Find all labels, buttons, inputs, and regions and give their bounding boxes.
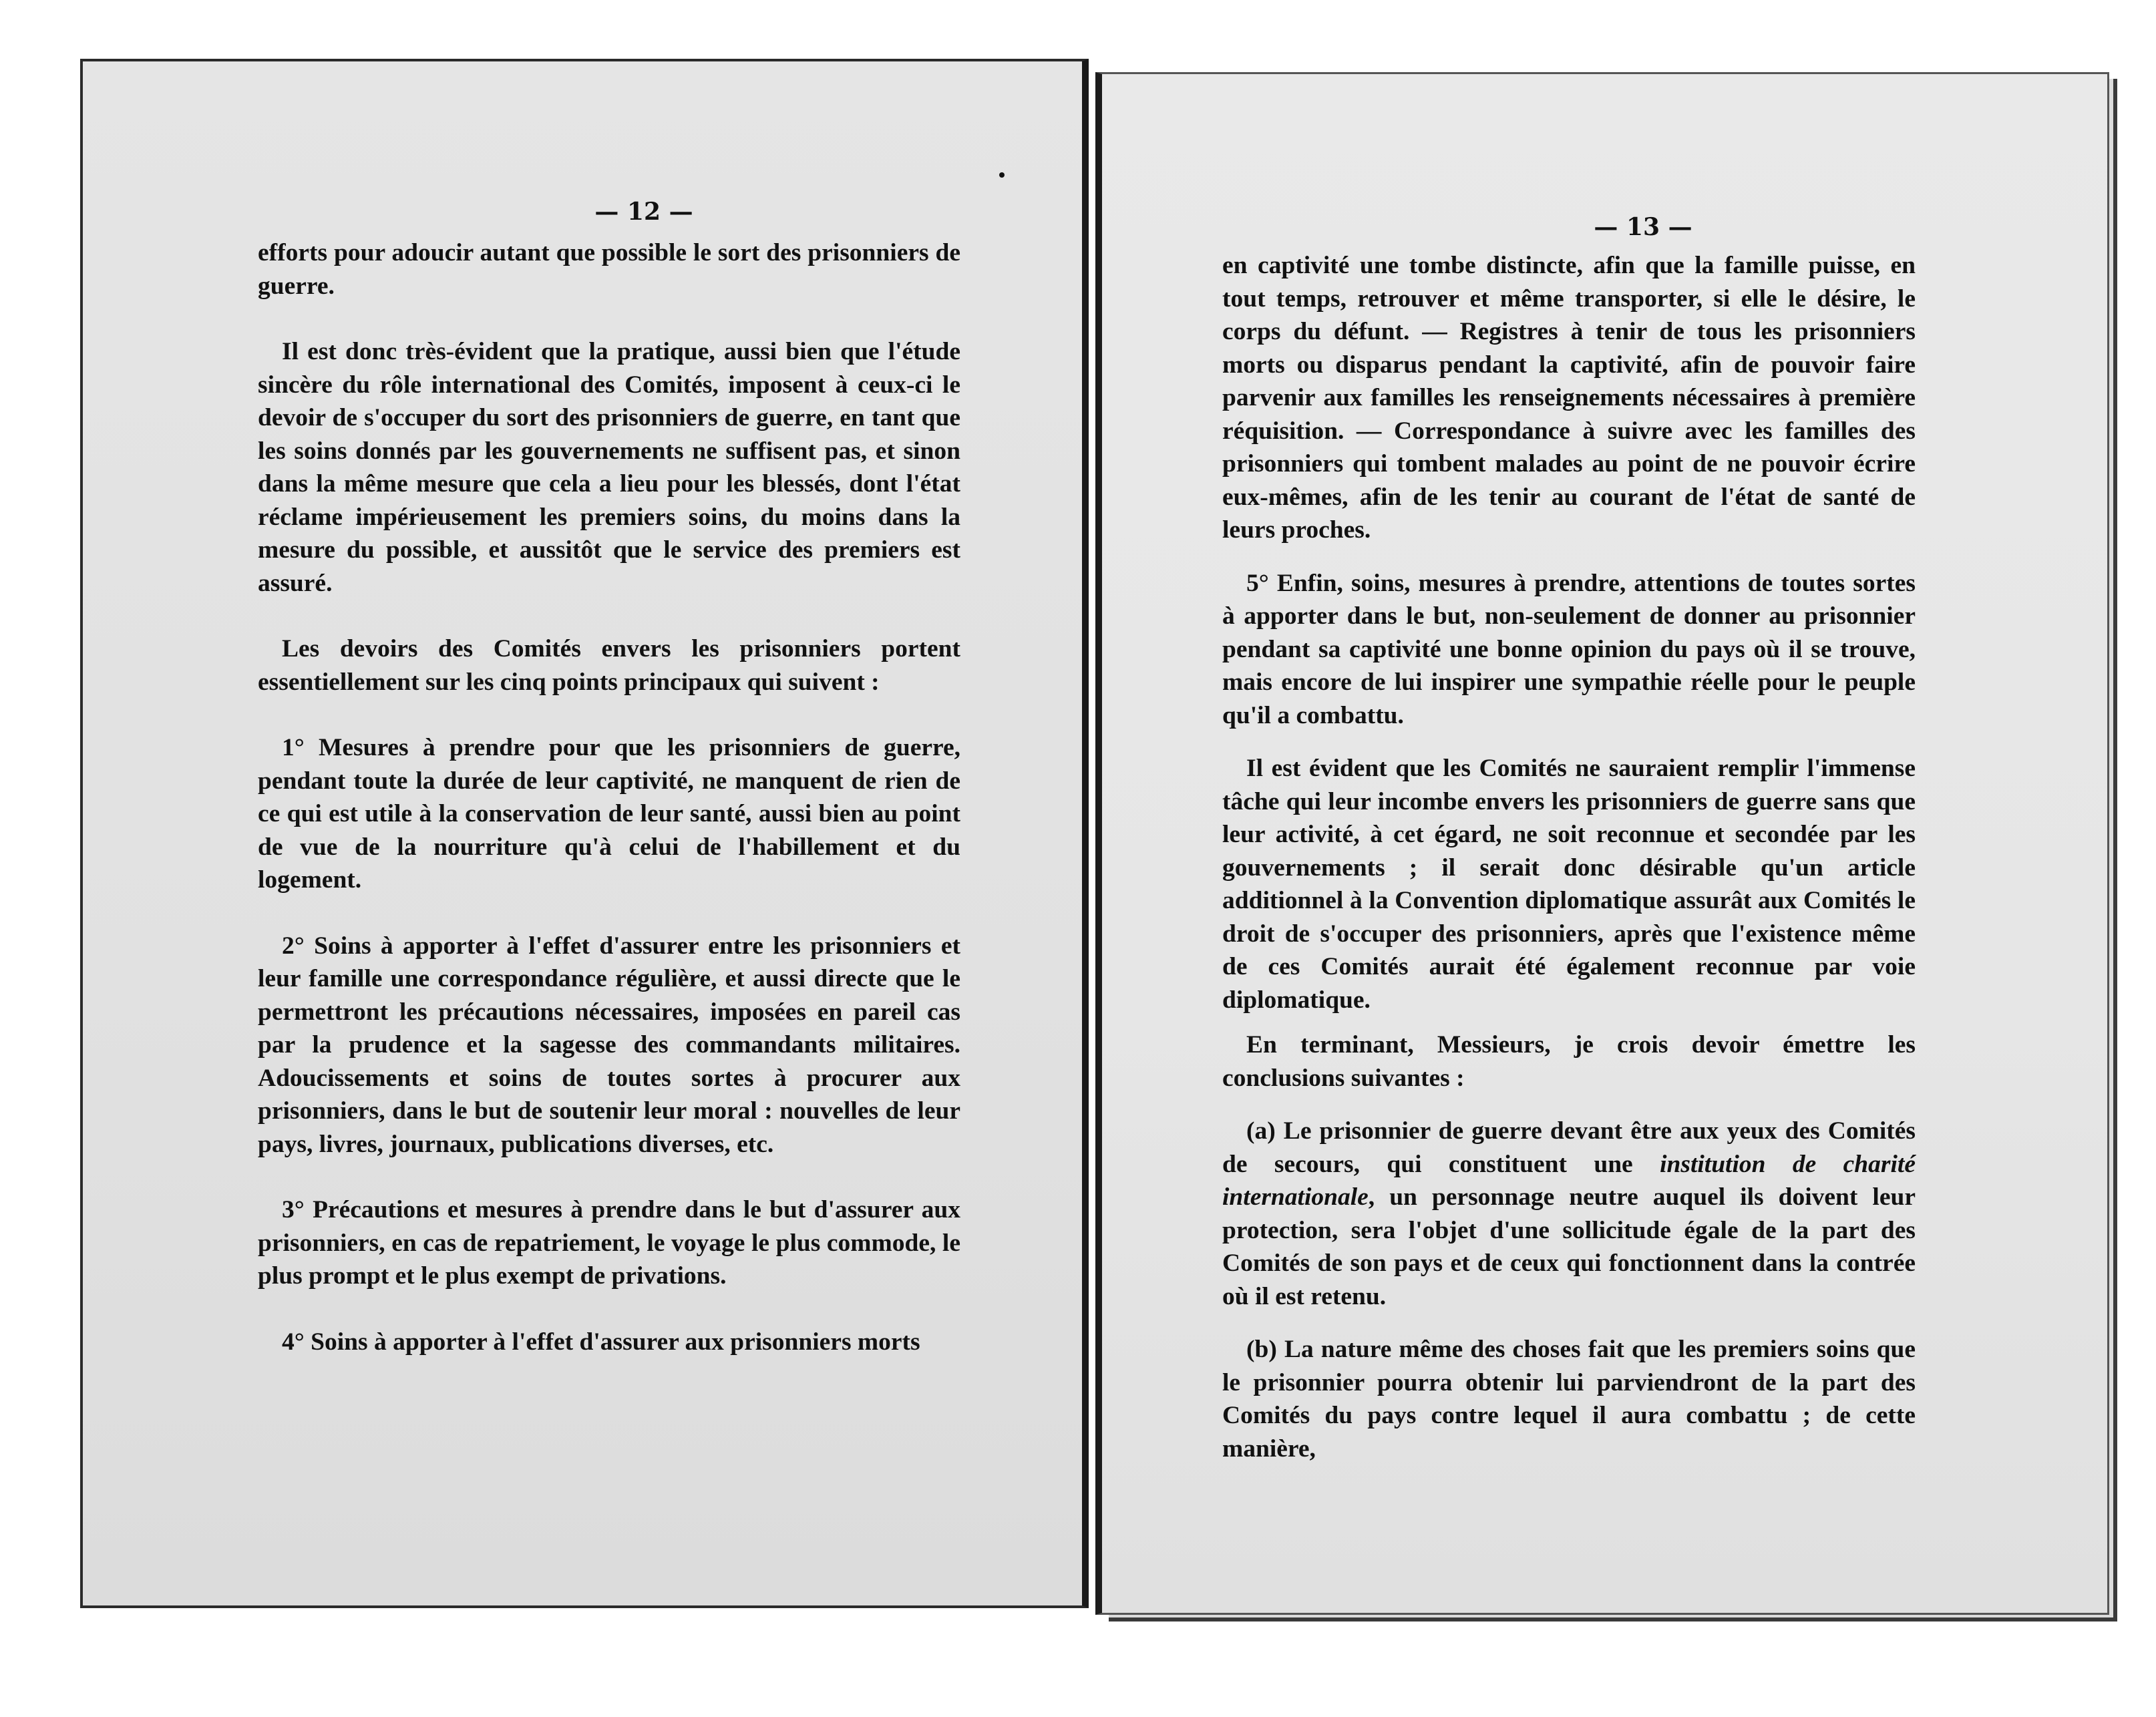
paragraph: En terminant, Messieurs, je crois devoir émettre les conclusions suivantes :	[1222, 1031, 1916, 1092]
ink-speck	[999, 172, 1005, 178]
right-page	[1095, 72, 2109, 1615]
conclusion-a	[1222, 1115, 1916, 1313]
page-number-left: — 12 —	[594, 198, 693, 226]
paragraph: 3° Précautions et mesures à prendre dans le but d'assurer aux prisonniers, en cas de repatriement, le voyage le plus commode, le plus prompt et le plus exempt de privations.	[258, 1196, 960, 1290]
conclusion-b: (b) La nature même des choses fait que les premiers soins que le prisonnier pourra obtenir lui parviendront de la part des Comités du pays contre lequel il aura combattu ; de cette manière,	[1222, 1336, 1916, 1463]
paragraph: en captivité une tombe distincte, afin que la famille puisse, en tout temps, retrouver et même transporter, si elle le désire, le corps du défunt. — Registres à tenir de tous les prisonniers morts ou disparus pendant la captivité, afin de pouvoir faire parvenir aux familles les renseignements nécessaires à première réquisition. — Correspondance à suivre avec les familles des prisonniers qui tombent malades au point de ne pouvoir écrire eux-mêmes, afin de les tenir au courant de l'état de santé de leurs proches.	[1222, 252, 1916, 544]
paragraph: 5° Enfin, soins, mesures à prendre, attentions de toutes sortes à apporter dans le but, non-seulement de donner au prisonnier pendant sa captivité une bonne opinion du pays où il se trouve, mais encore de lui inspirer une sympathie réelle pour le peuple qu'il a combattu.	[1222, 569, 1916, 729]
conclusion-a-italic: institution de charité internationale	[1222, 1150, 1916, 1211]
paragraph: 2° Soins à apporter à l'effet d'assurer entre les prisonniers et leur famille une correspondance régulière, et aussi directe que le permettront les précautions nécessaires, imposées en pareil cas par la prudence et la sagesse des commandants militaires. Adoucissements et soins de toutes sortes à procurer aux prisonniers, dans le but de soutenir leur moral : nouvelles de leur pays, livres, journaux, publications diverses, etc.	[258, 932, 960, 1158]
right-page-text	[1222, 249, 1916, 1498]
paragraph: Les devoirs des Comités envers les prisonniers portent essentiellement sur les cinq points principaux qui suivent :	[258, 635, 960, 696]
left-page-text	[258, 236, 960, 1391]
page-number-right: — 13 —	[1594, 213, 1692, 241]
paragraph: efforts pour adoucir autant que possible le sort des prisonniers de guerre.	[258, 239, 960, 300]
left-page	[80, 59, 1089, 1608]
paragraph: 4° Soins à apporter à l'effet d'assurer aux prisonniers morts	[282, 1328, 920, 1356]
paragraph: Il est donc très-évident que la pratique, aussi bien que l'étude sincère du rôle international des Comités, imposent à ceux-ci le devoir de s'occuper du sort des prisonniers de guerre, en tant que les soins donnés par les gouvernements ne suffisent pas, et sinon dans la même mesure que cela a lieu pour les blessés, dont l'état réclame impérieusement les premiers soins, du moins dans la mesure du possible, et aussitôt que le service des premiers est assuré.	[258, 338, 960, 597]
conclusion-a-text-end: , un personnage neutre auquel ils doivent leur protection, sera l'objet d'une sollicitude égale de la part des Comités de son pays et de ceux qui fonctionnent dans la contrée où il est retenu.	[1222, 1183, 1916, 1310]
conclusion-a-text: (a) Le prisonnier de guerre devant être aux yeux des Comités de secours, qui constituent une	[1222, 1117, 1916, 1178]
paragraph: Il est évident que les Comités ne sauraient remplir l'immense tâche qui leur incombe envers les prisonniers de guerre sans que leur activité, à cet égard, ne soit reconnue et secondée par les gouvernements ; il serait donc désirable qu'un article additionnel à la Convention diplomatique assurât aux Comités le droit de s'occuper des prisonniers, après que l'existence même de ces Comités aurait été également reconnue par voie diplomatique.	[1222, 755, 1916, 1014]
paragraph: 1° Mesures à prendre pour que les prisonniers de guerre, pendant toute la durée de leur captivité, ne manquent de rien de ce qui est utile à la conservation de leur santé, aussi bien au point de vue de la nourriture qu'à celui de l'habillement et du logement.	[258, 734, 960, 894]
